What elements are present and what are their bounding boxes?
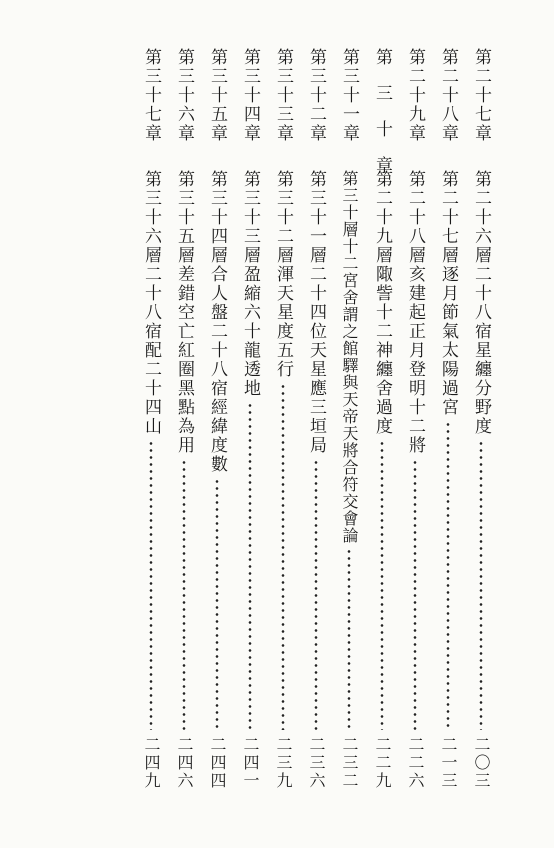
chapter-number: 第二十九章 [405, 48, 425, 143]
toc-entry[interactable] [299, 48, 333, 808]
entry-title-row [464, 170, 498, 730]
page-number: 二〇三 [472, 736, 491, 790]
chapter-number: 第三十章 [372, 48, 392, 192]
page-number: 二四四 [208, 736, 227, 790]
page-number: 二二九 [373, 736, 392, 790]
entry-title: 第三十層十二宮舍謂之館驛與天帝天將合符交會論 [340, 170, 359, 544]
page-number: 二三九 [274, 736, 293, 790]
toc-entry[interactable] [365, 48, 399, 808]
entry-title-row [398, 170, 432, 730]
chapter-number: 第三十五章 [207, 48, 227, 143]
page-number: 二三二 [340, 736, 359, 790]
entry-title-row [134, 170, 168, 730]
chapter-number: 第三十二章 [306, 48, 326, 143]
dot-leader [281, 383, 285, 730]
toc-entry[interactable] [134, 48, 168, 808]
dot-leader [479, 440, 483, 730]
entry-title: 第三十六層二十八宿配二十四山 [141, 170, 161, 436]
page-number: 二四一 [241, 736, 260, 790]
entry-title: 第二十六層二十八宿星纏分野度 [471, 170, 491, 436]
chapter-number: 第三十三章 [273, 48, 293, 143]
chapter-number: 第二十八章 [438, 48, 458, 143]
toc-entry[interactable] [332, 48, 366, 808]
chapter-number: 第三十六章 [174, 48, 194, 143]
entry-title: 第二十八層亥建起正月登明十二將 [405, 170, 425, 455]
toc-entry[interactable] [233, 48, 267, 808]
page-number: 二四六 [175, 736, 194, 790]
entry-title-row [167, 170, 201, 730]
toc-entry[interactable] [431, 48, 465, 808]
entry-title: 第三十三層盈縮六十龍透地 [240, 170, 260, 398]
entry-title: 第三十五層差錯空亡紅圈黑點為用 [174, 170, 194, 455]
entry-title-row [365, 170, 399, 730]
page-number: 二三六 [307, 736, 326, 790]
toc-entry[interactable] [167, 48, 201, 808]
chapter-number: 第三十一章 [339, 48, 359, 143]
entry-title-row [233, 170, 267, 730]
entry-title: 第三十四層合人盤二十八宿經緯度數 [207, 170, 227, 474]
dot-leader [248, 402, 252, 730]
page-number: 二四九 [142, 736, 161, 790]
toc-entry[interactable] [266, 48, 300, 808]
dot-leader [182, 459, 186, 730]
dot-leader [380, 440, 384, 730]
entry-title: 第二十九層陬訾十二神纏舍過度 [372, 170, 392, 436]
dot-leader [413, 459, 417, 730]
entry-title-row [332, 170, 366, 730]
chapter-number: 第二十七章 [471, 48, 491, 143]
entry-title-row [200, 170, 234, 730]
dot-leader [149, 440, 153, 730]
entry-title: 第三十一層二十四位天星應三垣局 [306, 170, 326, 455]
toc-entry[interactable] [200, 48, 234, 808]
dot-leader [347, 548, 351, 730]
dot-leader [314, 459, 318, 730]
entry-title-row [431, 170, 465, 730]
entry-title-row [299, 170, 333, 730]
chapter-number: 第三十四章 [240, 48, 260, 143]
chapter-number: 第三十七章 [141, 48, 161, 143]
dot-leader [446, 421, 450, 730]
dot-leader [215, 478, 219, 730]
page-number: 二一三 [439, 736, 458, 790]
entry-title: 第三十二層渾天星度五行 [273, 170, 293, 379]
toc-entry[interactable] [398, 48, 432, 808]
page-number: 二二六 [406, 736, 425, 790]
entry-title: 第二十七層逐月節氣太陽過宮 [438, 170, 458, 417]
entry-title-row [266, 170, 300, 730]
toc-entry[interactable] [464, 48, 498, 808]
